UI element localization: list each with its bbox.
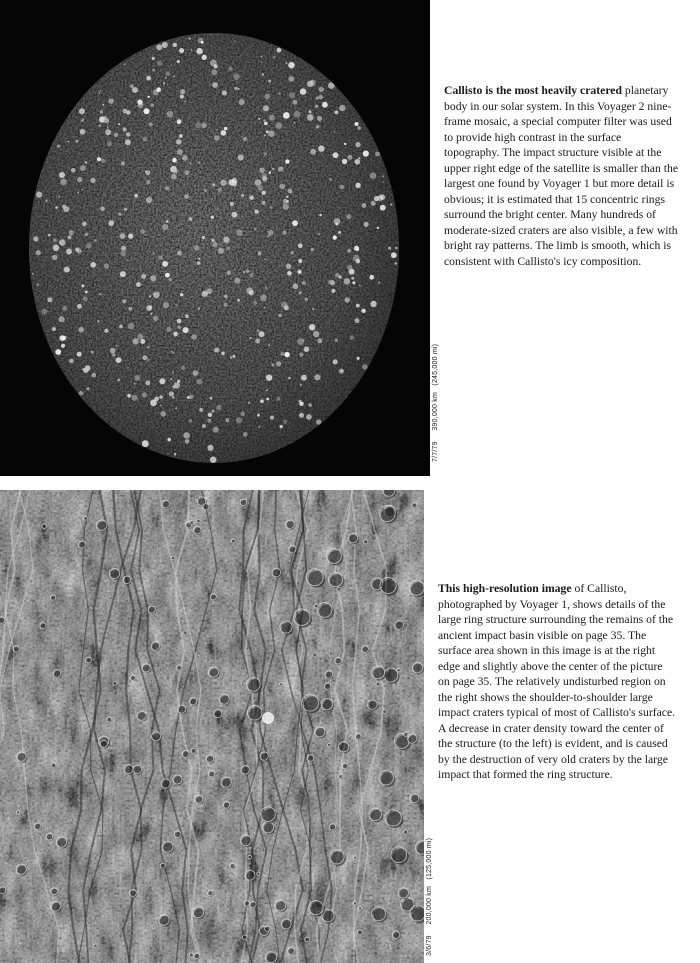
callisto-disk-image bbox=[0, 0, 430, 476]
caption-lead: Callisto is the most heavily cratered bbox=[444, 84, 622, 97]
photo-range: 390,000 km bbox=[432, 392, 439, 431]
photo-range-miles: (125,000 mi) bbox=[426, 837, 433, 880]
callisto-disk-photo bbox=[0, 0, 430, 476]
callisto-surface-image bbox=[0, 490, 424, 963]
photo-date: 7/7/79 bbox=[432, 441, 439, 462]
photo-credit-top bbox=[432, 344, 439, 462]
caption-bottom bbox=[438, 581, 676, 783]
caption-lead: This high-resolution image bbox=[438, 582, 572, 595]
photo-date: 3/6/79 bbox=[426, 935, 433, 956]
photo-credit-bottom bbox=[426, 838, 433, 956]
callisto-surface-photo bbox=[0, 490, 424, 963]
caption-body: planetary body in our solar system. In this Voyager 2 nine-frame mosaic, a special computer filter was used to provide high contrast in the surface topography. The impact structure visible at the upper right edge of the satellite is smaller than the largest one found by Voyager 1 but more detail is obvious; it is estimated that 15 concentric rings surround the bright center. Many hundreds of moderate-sized craters are also visible, a few with bright ray patterns. The limb is smooth, which is consistent with Callisto's icy composition. bbox=[444, 84, 679, 268]
photo-range-miles: (245,000 mi) bbox=[432, 343, 439, 386]
photo-range: 200,000 km bbox=[426, 886, 433, 925]
caption-top bbox=[444, 83, 678, 269]
caption-body: of Callisto, photographed by Voyager 1, shows details of the large ring structure surrounding the remains of the ancient impact basin visible on page 35. The surface area shown in this image is at the right edge and slightly above the center of the picture on page 35. The relatively undisturbed region on the right shows the shoulder-to-shoulder large impact craters typical of most of Callisto's surface. A decrease in crater density toward the center of the structure (to the left) is evident, and is caused by the destruction of very old craters by the large impact that formed the ring structure. bbox=[438, 582, 676, 781]
